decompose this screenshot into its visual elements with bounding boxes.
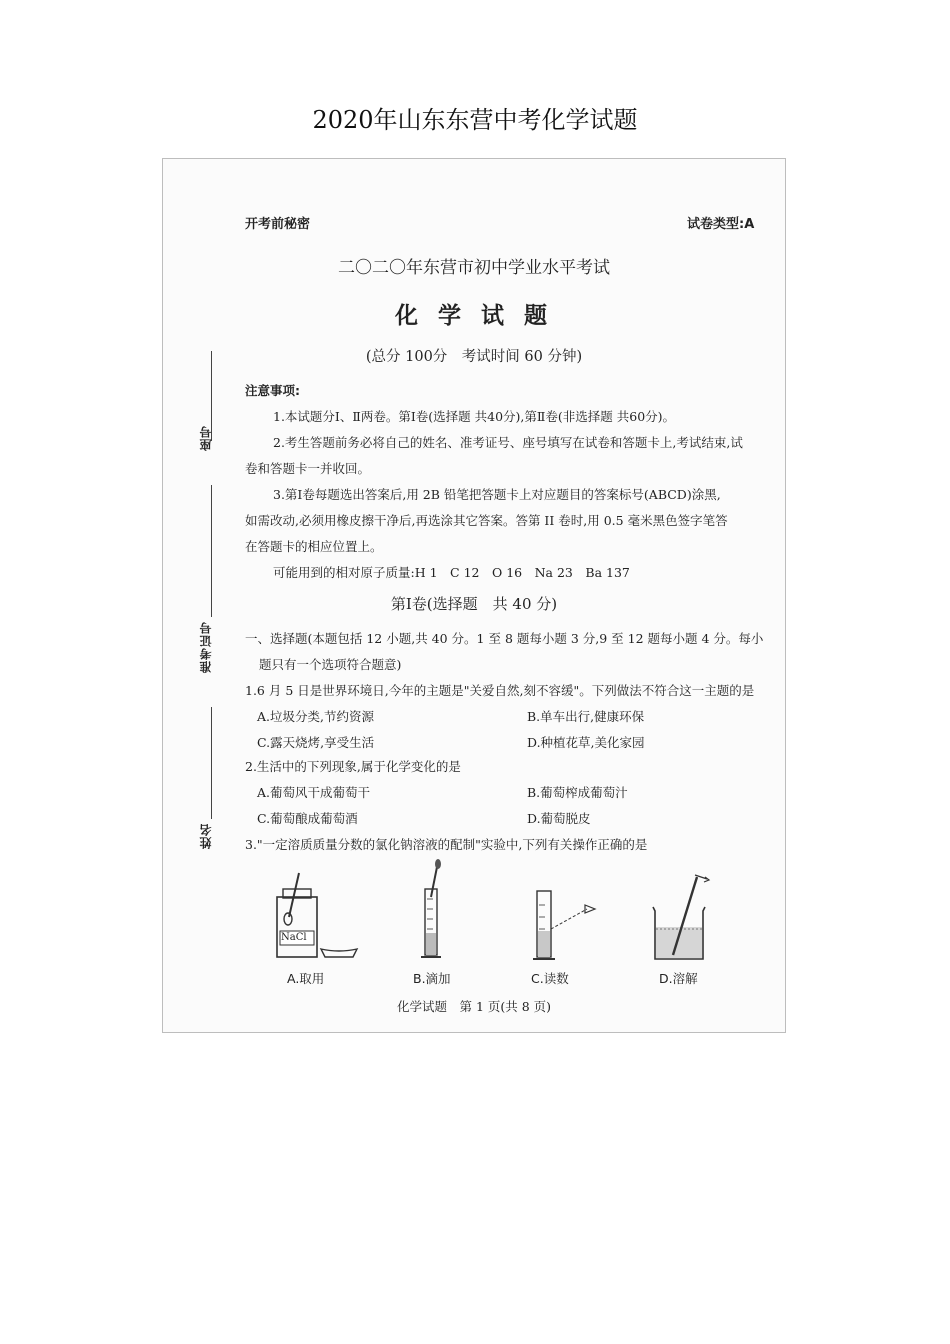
figure-c-caption: C.读数: [531, 971, 569, 986]
q2-option-d: D.葡萄脱皮: [527, 811, 591, 826]
figure-d-beaker: [647, 871, 721, 963]
note-2b: 卷和答题卡一并收回。: [245, 461, 371, 476]
figure-a-reagent-bottle: [269, 869, 365, 961]
q1-option-a: A.垃圾分类,节约资源: [257, 709, 374, 724]
figure-d-caption: D.溶解: [659, 971, 698, 986]
paper-type-label: 试卷类型:A: [687, 217, 755, 232]
q1-option-b: B.单车出行,健康环保: [527, 709, 645, 724]
page-footer: 化学试题 第 1 页(共 8 页): [396, 999, 552, 1014]
figure-b-dropper-cylinder: [411, 859, 451, 963]
q1-option-d: D.种植花草,美化家园: [527, 735, 645, 750]
binding-line: [211, 707, 212, 819]
atomic-masses: 可能用到的相对原子质量:H 1 C 12 O 16 Na 23 Ba 137: [273, 565, 630, 580]
note-3a: 3.第Ⅰ卷每题选出答案后,用 2B 铅笔把答题卡上对应题目的答案标号(ABCD)涂黑,: [273, 487, 721, 502]
note-3c: 在答题卡的相应位置上。: [245, 539, 383, 554]
question-3-stem: 3."一定溶质质量分数的氯化钠溶液的配制"实验中,下列有关操作正确的是: [245, 837, 648, 852]
document-title: 2020年山东东营中考化学试题: [312, 106, 638, 134]
subject-title: 化 学 试 题: [394, 302, 554, 329]
section-intro-b: 题只有一个选项符合题意): [259, 657, 402, 672]
secret-label: 开考前秘密: [245, 217, 311, 232]
section-intro-a: 一、选择题(本题包括 12 小题,共 40 分。1 至 8 题每小题 3 分,9 至 12 题每小题 4 分。每小: [245, 631, 764, 646]
name-label: 姓名: [199, 823, 213, 849]
score-time: (总分 100分 考试时间 60 分钟): [365, 349, 583, 365]
question-1-stem: 1.6 月 5 日是世界环境日,今年的主题是"关爱自然,刻不容缓"。下列做法不符合这一主题的是: [245, 683, 755, 698]
q1-option-c: C.露天烧烤,享受生活: [257, 735, 375, 750]
seat-label: 座号: [199, 425, 213, 451]
question-2-stem: 2.生活中的下列现象,属于化学变化的是: [245, 759, 461, 774]
exam-name: 二〇二〇年东营市初中学业水平考试: [338, 258, 610, 278]
notes-heading: 注意事项:: [245, 383, 300, 398]
figure-b-caption: B.滴加: [413, 971, 451, 986]
section-title: 第Ⅰ卷(选择题 共 40 分): [390, 595, 558, 613]
q2-option-a: A.葡萄风干成葡萄干: [257, 785, 371, 800]
figure-a-caption: A.取用: [287, 971, 325, 986]
note-3b: 如需改动,必须用橡皮擦干净后,再选涂其它答案。答第 II 卷时,用 0.5 毫米黑色签字笔答: [245, 513, 728, 528]
note-1: 1.本试题分Ⅰ、Ⅱ两卷。第Ⅰ卷(选择题 共40分),第Ⅱ卷(非选择题 共60分)。: [273, 409, 676, 424]
scanned-exam-page: [162, 158, 786, 1033]
q2-option-b: B.葡萄榨成葡萄汁: [527, 785, 628, 800]
q2-option-c: C.葡萄酿成葡萄酒: [257, 811, 358, 826]
exam-id-label: 准考证号: [199, 621, 213, 673]
figure-c-reading-cylinder: [527, 887, 601, 963]
note-2a: 2.考生答题前务必将自己的姓名、准考证号、座号填写在试卷和答题卡上,考试结束,试: [273, 435, 743, 450]
nacl-label: NaCl: [281, 932, 307, 943]
